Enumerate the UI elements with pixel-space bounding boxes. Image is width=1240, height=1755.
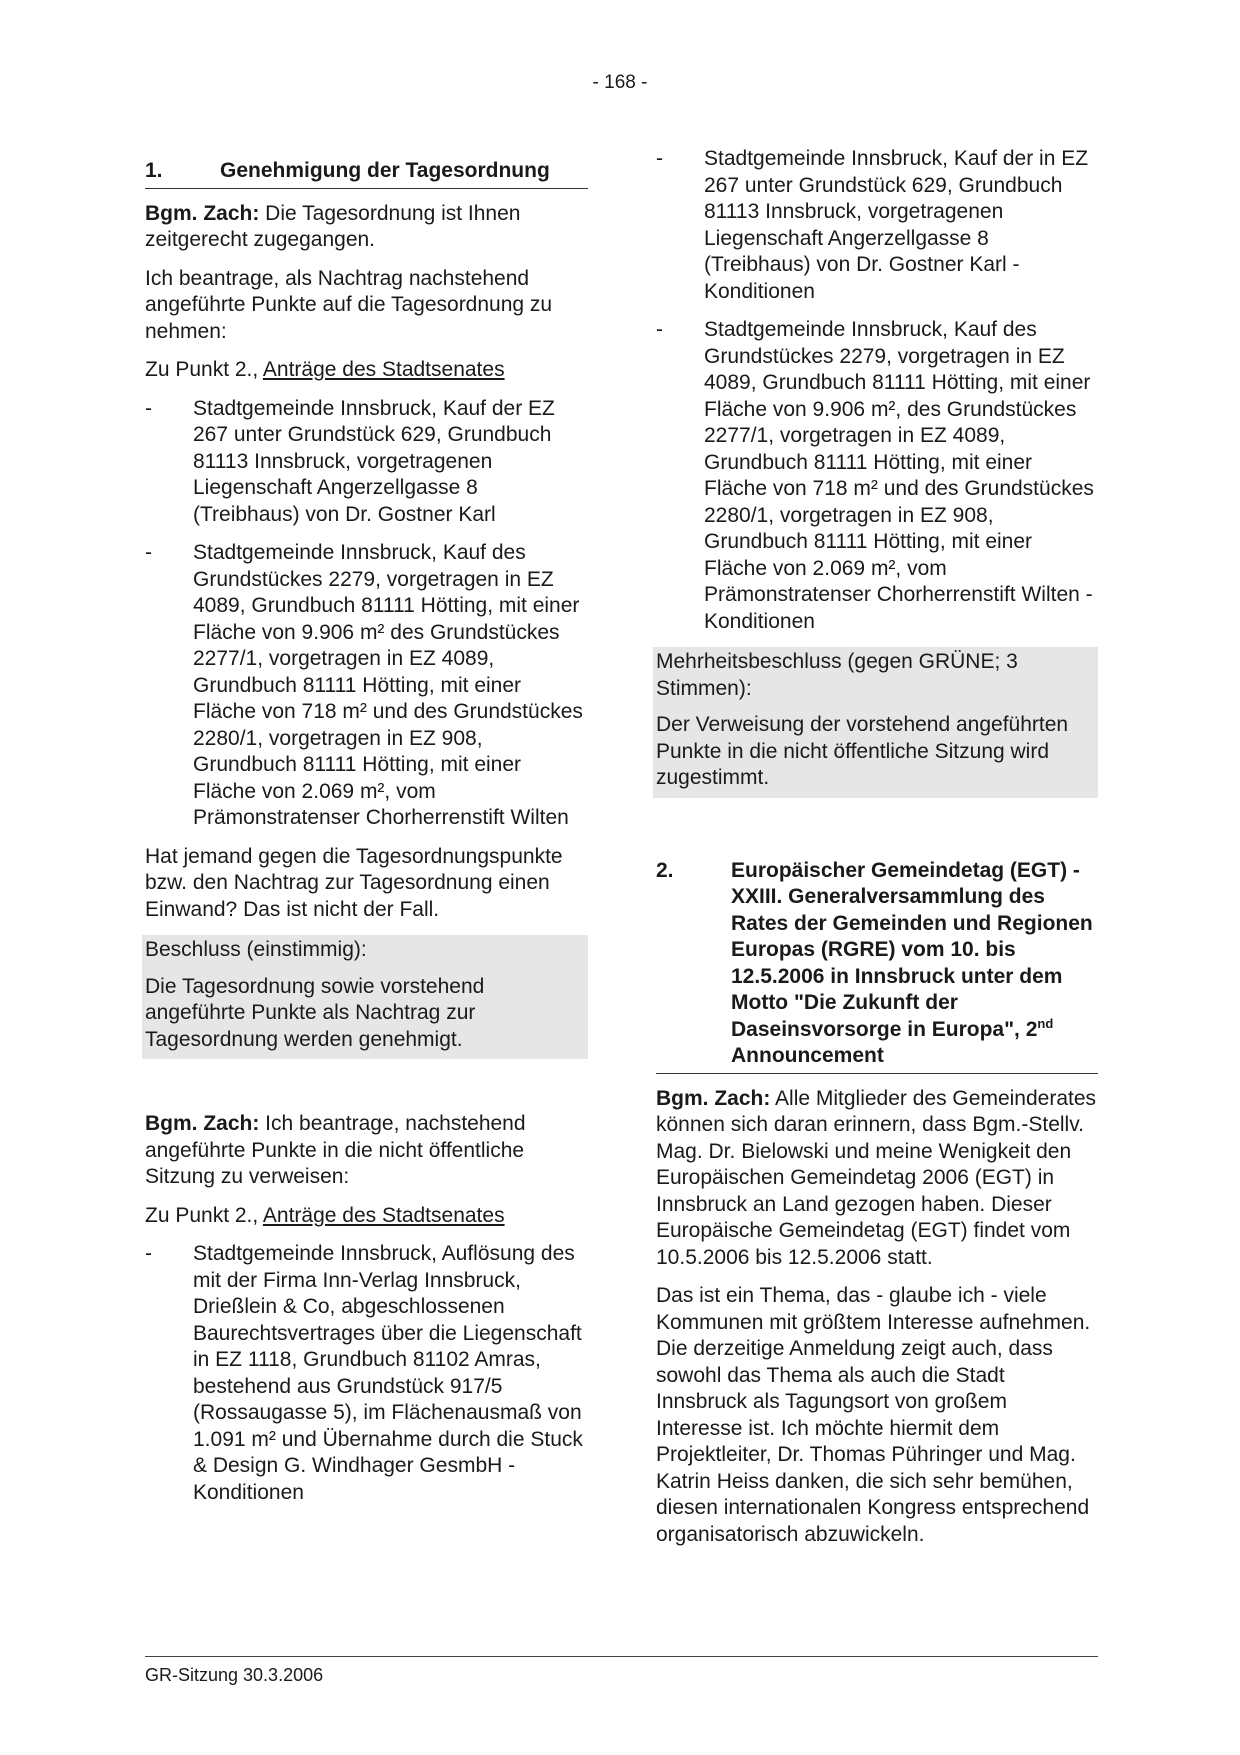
decision-box — [653, 647, 1098, 798]
paragraph: Zu Punkt 2., Anträge des Stadtsenates — [145, 1203, 505, 1227]
paragraph: Das ist ein Thema, das - glaube ich - viele Kommunen mit größtem Interesse aufnehmen. Die derzeitige Anmeldung zeigt auch, dass sowohl das Thema als auch die Stadt Innsbruck als Tagungsort von großem Interesse ist. Ich möchte hiermit dem Projektleiter, Dr. Thomas Pühringer und Mag. Katrin Heiss danken, die sich sehr bemühen, diesen internationalen Kongress entsprechend organisatorisch abzuwickeln. — [656, 1284, 1091, 1546]
section-title: Europäischer Gemeindetag (EGT) - XXIII. Generalversammlung des Rates der Gemeinden und Regionen Europas (RGRE) vom 10. bis 12.5.2006 in Innsbruck unter dem Motto "Die Zukunft der Daseinsvorsorge in Europa", 2nd Announcement — [731, 858, 1093, 1067]
speaker: Bgm. Zach: — [656, 1086, 771, 1110]
list-item: - Stadtgemeinde Innsbruck, Auflösung des mit der Firma Inn-Verlag Innsbruck, Drießlein & Co, abgeschlossenen Baurechtsvertrages über die Liegenschaft in EZ 1118, Grundbuch 81102 Amras, bestehend aus Grundstück 917/5 (Rossaugasse 5), im Flächenausmaß von 1.091 m² und Übernahme durch die Stuck & Design G. Windhager GesmbH - Konditionen — [145, 1242, 583, 1504]
paragraph: Bgm. Zach: Ich beantrage, nachstehend angeführte Punkte in die nicht öffentliche Sitzung zu verweisen: — [145, 1112, 526, 1188]
decision-box — [142, 935, 588, 1059]
left-column — [145, 158, 588, 1518]
page-number: - 168 - — [592, 72, 648, 93]
section-number: 2. — [656, 858, 674, 882]
paragraph: Bgm. Zach: Die Tagesordnung ist Ihnen zeitgerecht zugegangen. — [145, 201, 521, 251]
speaker: Bgm. Zach: — [145, 201, 260, 225]
list-item: - Stadtgemeinde Innsbruck, Kauf des Grundstückes 2279, vorgetragen in EZ 4089, Grundbuch 81111 Hötting, mit einer Fläche von 9.906 m² des Grundstückes 2277/1, vorgetragen in EZ 4089, Grundbuch 81111 Hötting, mit einer Fläche von 718 m² und des Grundstückes 2280/1, vorgetragen in EZ 908, Grundbuch 81111 Hötting, mit einer Fläche von 2.069 m², vom Prämonstratenser Chorherrenstift Wilten — [145, 541, 583, 829]
paragraph: Ich beantrage, als Nachtrag nachstehend angeführte Punkte auf die Tagesordnung zu nehmen: — [145, 266, 553, 343]
list-item: - Stadtgemeinde Innsbruck, Kauf des Grundstückes 2279, vorgetragen in EZ 4089, Grundbuch 81111 Hötting, mit einer Fläche von 9.906 m², des Grundstückes 2277/1, vorgetragen in EZ 4089, Grundbuch 81111 Hötting, mit einer Fläche von 718 m² und des Grundstückes 2280/1, vorgetragen in EZ 908, Grundbuch 81111 Hötting, mit einer Fläche von 2.069 m², vom Prämonstratenser Chorherrenstift Wilten - Konditionen — [656, 318, 1094, 633]
page-footer: GR-Sitzung 30.3.2006 — [145, 1656, 1098, 1689]
decision-label: Beschluss (einstimmig): — [145, 938, 367, 961]
section-heading-2 — [656, 858, 1098, 1074]
paragraph: Bgm. Zach: Alle Mitglieder des Gemeinderates können sich daran erinnern, dass Bgm.-Stellv. Mag. Dr. Bielowski und meine Wenigkeit den Europäischen Gemeindetag 2006 (EGT) in Innsbruck an Land gezogen haben. Dieser Europäische Gemeindetag (EGT) findet vom 10.5.2006 bis 12.5.2006 statt. — [656, 1086, 1097, 1269]
speaker: Bgm. Zach: — [145, 1112, 260, 1135]
decision-text: Die Tagesordnung sowie vorstehend angeführte Punkte als Nachtrag zur Tagesordnung werden genehmigt. — [145, 974, 485, 1051]
paragraph: Hat jemand gegen die Tagesordnungspunkte bzw. den Nachtrag zur Tagesordnung einen Einwand? Das ist nicht der Fall. — [145, 844, 563, 921]
agenda-reference: Anträge des Stadtsenates — [262, 1203, 505, 1227]
section-heading-1 — [145, 158, 588, 189]
section-title: Genehmigung der Tagesordnung — [220, 159, 550, 182]
list-item: - Stadtgemeinde Innsbruck, Kauf der in EZ 267 unter Grundstück 629, Grundbuch 81113 Innsbruck, vorgetragenen Liegenschaft Angerzellgasse 8 (Treibhaus) von Dr. Gostner Karl - Konditionen — [656, 147, 1089, 303]
decision-label: Mehrheitsbeschluss (gegen GRÜNE; 3 Stimmen): — [656, 650, 1018, 700]
section-number: 1. — [145, 159, 163, 182]
right-column — [656, 146, 1098, 1560]
list-item: - Stadtgemeinde Innsbruck, Kauf der EZ 267 unter Grundstück 629, Grundbuch 81113 Innsbruck, vorgetragenen Liegenschaft Angerzellgasse 8 (Treibhaus) von Dr. Gostner Karl — [145, 396, 555, 526]
paragraph: Zu Punkt 2., Anträge des Stadtsenates — [145, 358, 505, 381]
agenda-reference: Anträge des Stadtsenates — [262, 358, 505, 381]
decision-text: Der Verweisung der vorstehend angeführten Punkte in die nicht öffentliche Sitzung wird zugestimmt. — [656, 713, 1069, 789]
